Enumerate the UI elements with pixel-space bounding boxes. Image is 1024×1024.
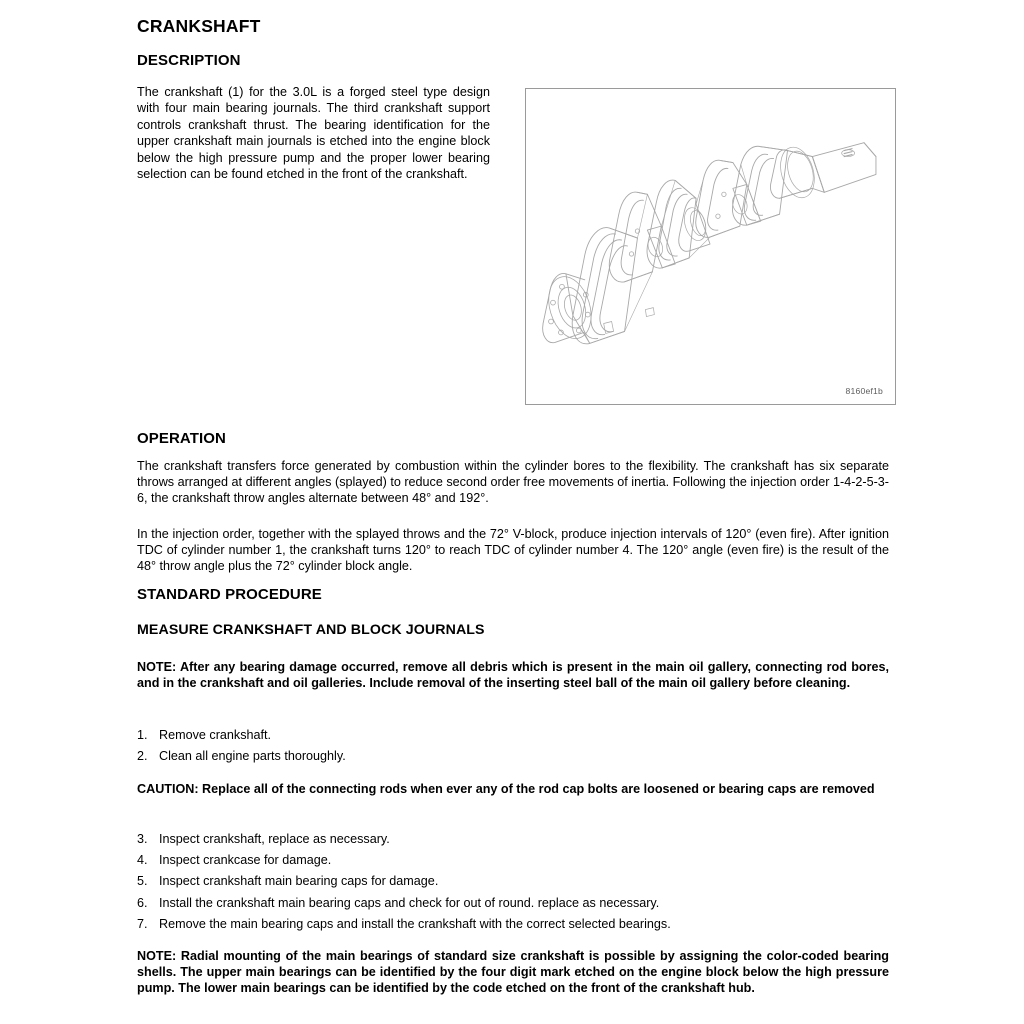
list-item [137, 873, 889, 889]
steps-group-2-block [137, 831, 889, 932]
operation-paragraph-1: The crankshaft transfers force generated by combustion within the cylinder bores to the flexibility. The crankshaft has six separate throws arranged at different angles (splayed) to reduce second order free movements of inertia. Following the injection order 1-4-2-5-3-6, the crankshaft throw angles alternate between 48° and 192°. [137, 459, 889, 506]
note-2-block [137, 948, 889, 997]
list-item [137, 852, 889, 868]
step-text: Inspect crankshaft main bearing caps for damage. [159, 874, 439, 889]
step-text: Remove the main bearing caps and install the crankshaft with the correct selected bearings. [159, 916, 671, 931]
list-item [137, 831, 889, 847]
step-number: 6. [137, 895, 148, 910]
measure-subheading: MEASURE CRANKSHAFT AND BLOCK JOURNALS [137, 622, 485, 638]
list-item [137, 727, 889, 743]
note-1-text: NOTE: After any bearing damage occurred, remove all debris which is present in the main oil gallery, connecting rod bores, and in the crankshaft and oil galleries. Include removal of the inserting steel ball of the main oil gallery before cleaning. [137, 660, 889, 691]
steps-group-1-list [137, 727, 889, 764]
step-number: 7. [137, 916, 148, 931]
steps-group-2-list [137, 831, 889, 932]
description-paragraph-block [137, 84, 490, 182]
step-text: Clean all engine parts thoroughly. [159, 749, 346, 764]
figure-id-label: 8160ef1b [845, 386, 883, 396]
steps-group-1-block [137, 727, 889, 764]
step-number: 2. [137, 749, 148, 764]
caution-block [137, 781, 889, 797]
crankshaft-figure [525, 88, 896, 405]
operation-paragraph-2-block [137, 526, 889, 575]
list-item [137, 916, 889, 932]
operation-heading: OPERATION [137, 430, 226, 447]
operation-paragraph-1-block [137, 458, 889, 507]
step-text: Inspect crankshaft, replace as necessary. [159, 832, 390, 846]
operation-paragraph-2: In the injection order, together with the splayed throws and the 72° V-block, produce injection intervals of 120° (even fire). After ignition TDC of cylinder number 1, the crankshaft turns 120° to reach TDC of cylinder number 4. The 120° angle (even fire) is the result of the 48° throw angle plus the 72° cylinder block angle. [137, 527, 889, 574]
description-heading-block [137, 52, 889, 69]
step-number: 4. [137, 853, 148, 868]
crankshaft-illustration-icon [526, 89, 895, 404]
caution-text: CAUTION: Replace all of the connecting rods when ever any of the rod cap bolts are loosened or bearing caps are removed [137, 782, 875, 796]
list-item [137, 748, 889, 764]
list-item [137, 895, 889, 911]
standard-procedure-heading-block [137, 586, 889, 603]
note-1-block [137, 659, 889, 691]
page-title: CRANKSHAFT [137, 16, 261, 36]
note-2-text: NOTE: Radial mounting of the main bearings of standard size crankshaft is possible by assigning the color-coded bearing shells. The upper main bearings can be identified by the four digit mark etched on the engine block below the high pressure pump. The lower main bearings can be identified by the code etched on the front of the crankshaft hub. [137, 949, 889, 996]
description-heading: DESCRIPTION [137, 52, 241, 69]
operation-heading-block [137, 430, 889, 447]
page-title-block [137, 0, 889, 36]
step-text: Install the crankshaft main bearing caps and check for out of round. replace as necessary. [159, 895, 660, 910]
step-number: 5. [137, 874, 148, 889]
measure-subheading-block [137, 622, 889, 638]
standard-procedure-heading: STANDARD PROCEDURE [137, 586, 322, 603]
step-text: Remove crankshaft. [159, 728, 271, 742]
step-number: 3. [137, 832, 148, 846]
description-paragraph: The crankshaft (1) for the 3.0L is a forged steel type design with four main bearing journals. The third crankshaft support controls crankshaft thrust. The bearing identification for the upper crankshaft main journals is etched into the engine block below the high pressure pump and the proper lower bearing selection can be found etched in the front of the crankshaft. [137, 85, 490, 182]
step-text: Inspect crankcase for damage. [159, 853, 332, 868]
step-number: 1. [137, 728, 148, 742]
